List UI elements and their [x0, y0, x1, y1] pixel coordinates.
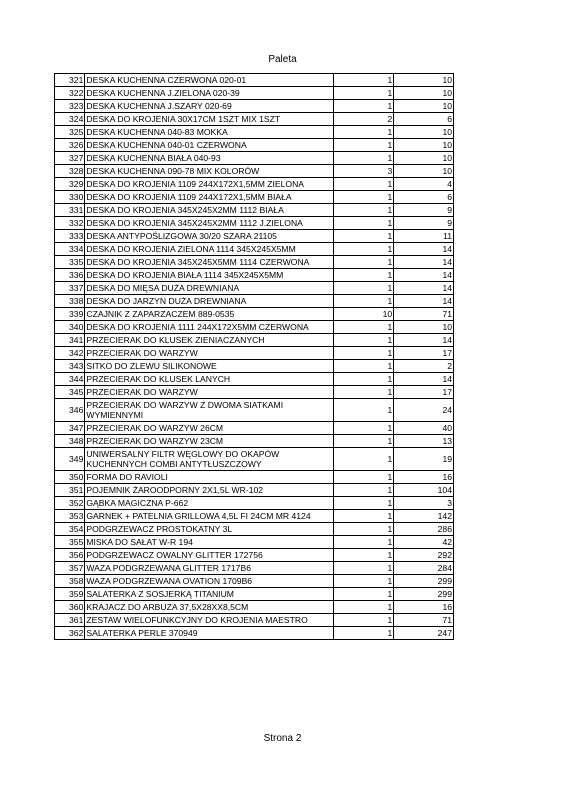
page-title: Paleta — [268, 54, 297, 65]
row-number: 346 — [55, 399, 85, 422]
item-quantity: 1 — [334, 139, 394, 152]
item-quantity: 1 — [334, 269, 394, 282]
table-row — [55, 243, 454, 256]
table-row — [55, 484, 454, 497]
table-row — [55, 256, 454, 269]
table-row — [55, 347, 454, 360]
item-name: DESKA DO KROJENIA 1109 244X172X1,5MM BIAŁA — [85, 191, 334, 204]
table-row — [55, 165, 454, 178]
row-number: 357 — [55, 562, 85, 575]
table-row — [55, 282, 454, 295]
row-number: 339 — [55, 308, 85, 321]
row-number: 360 — [55, 601, 85, 614]
item-price: 10 — [394, 87, 454, 100]
item-name: GĄBKA MAGICZNA P-662 — [85, 497, 334, 510]
item-price: 16 — [394, 601, 454, 614]
items-table — [54, 73, 454, 640]
row-number: 343 — [55, 360, 85, 373]
row-number: 329 — [55, 178, 85, 191]
item-name: PRZECIERAK DO WARZYW — [85, 347, 334, 360]
item-price: 17 — [394, 386, 454, 399]
item-quantity: 1 — [334, 334, 394, 347]
item-quantity: 1 — [334, 74, 394, 87]
item-name: WAZA PODGRZEWANA OVATION 1709B6 — [85, 575, 334, 588]
item-quantity: 3 — [334, 165, 394, 178]
item-name: PRZECIERAK DO WARZYW 26CM — [85, 422, 334, 435]
row-number: 327 — [55, 152, 85, 165]
item-name: PRZECIERAK DO WARZYW Z DWOMA SIATKAMI WYMIENNYMI — [85, 399, 334, 422]
item-name: DESKA KUCHENNA BIAŁA 040-93 — [85, 152, 334, 165]
item-quantity: 1 — [334, 100, 394, 113]
table-row — [55, 334, 454, 347]
row-number: 352 — [55, 497, 85, 510]
item-price: 10 — [394, 152, 454, 165]
item-price: 10 — [394, 126, 454, 139]
table-row — [55, 100, 454, 113]
row-number: 321 — [55, 74, 85, 87]
row-number: 348 — [55, 435, 85, 448]
table-row — [55, 523, 454, 536]
item-price: 292 — [394, 549, 454, 562]
item-quantity: 1 — [334, 256, 394, 269]
item-name: DESKA ANTYPOŚLIZGOWA 30/20 SZARA 21105 — [85, 230, 334, 243]
item-quantity: 2 — [334, 113, 394, 126]
item-quantity: 1 — [334, 549, 394, 562]
row-number: 332 — [55, 217, 85, 230]
item-name: PRZECIERAK DO WARZYW — [85, 386, 334, 399]
items-table-body — [55, 74, 454, 640]
item-price: 14 — [394, 334, 454, 347]
item-quantity: 1 — [334, 484, 394, 497]
item-quantity: 1 — [334, 510, 394, 523]
item-price: 6 — [394, 191, 454, 204]
row-number: 350 — [55, 471, 85, 484]
item-price: 10 — [394, 165, 454, 178]
item-quantity: 1 — [334, 435, 394, 448]
table-row — [55, 269, 454, 282]
item-name: PRZECIERAK DO WARZYW 23CM — [85, 435, 334, 448]
table-row — [55, 471, 454, 484]
item-quantity: 1 — [334, 243, 394, 256]
item-price: 17 — [394, 347, 454, 360]
item-price: 14 — [394, 373, 454, 386]
item-quantity: 1 — [334, 282, 394, 295]
row-number: 341 — [55, 334, 85, 347]
table-row — [55, 386, 454, 399]
table-row — [55, 308, 454, 321]
item-quantity: 1 — [334, 422, 394, 435]
row-number: 333 — [55, 230, 85, 243]
item-name: DESKA KUCHENNA J.SZARY 020-69 — [85, 100, 334, 113]
item-name: DESKA DO MIĘSA DUŻA DREWNIANA — [85, 282, 334, 295]
item-name: DESKA DO KROJENIA 1109 244X172X1,5MM ZIELONA — [85, 178, 334, 191]
table-row — [55, 575, 454, 588]
item-quantity: 1 — [334, 152, 394, 165]
table-row — [55, 562, 454, 575]
row-number: 359 — [55, 588, 85, 601]
table-row — [55, 448, 454, 471]
item-price: 10 — [394, 74, 454, 87]
item-price: 4 — [394, 178, 454, 191]
row-number: 336 — [55, 269, 85, 282]
item-name: PRZECIERAK DO KLUSEK LANYCH — [85, 373, 334, 386]
table-row — [55, 497, 454, 510]
item-quantity: 1 — [334, 562, 394, 575]
row-number: 342 — [55, 347, 85, 360]
item-quantity: 1 — [334, 614, 394, 627]
item-quantity: 1 — [334, 523, 394, 536]
item-quantity: 1 — [334, 601, 394, 614]
item-name: ZESTAW WIELOFUNKCYJNY DO KROJENIA MAESTRO — [85, 614, 334, 627]
item-quantity: 1 — [334, 497, 394, 510]
item-price: 71 — [394, 308, 454, 321]
row-number: 338 — [55, 295, 85, 308]
item-name: PRZECIERAK DO KLUSEK ZIENIACZANYCH — [85, 334, 334, 347]
table-row — [55, 87, 454, 100]
item-name: DESKA DO KROJENIA 1111 244X172X5MM CZERWONA — [85, 321, 334, 334]
item-quantity: 1 — [334, 295, 394, 308]
item-price: 19 — [394, 448, 454, 471]
item-price: 9 — [394, 217, 454, 230]
item-quantity: 1 — [334, 204, 394, 217]
item-name: PODGRZEWACZ PROSTOKATNY 3L — [85, 523, 334, 536]
item-name: SALATERKA Z SOSJERKĄ TITANIUM — [85, 588, 334, 601]
table-row — [55, 549, 454, 562]
table-row — [55, 152, 454, 165]
table-row — [55, 217, 454, 230]
item-quantity: 1 — [334, 230, 394, 243]
row-number: 324 — [55, 113, 85, 126]
item-price: 40 — [394, 422, 454, 435]
table-row — [55, 627, 454, 640]
item-price: 14 — [394, 282, 454, 295]
item-quantity: 1 — [334, 536, 394, 549]
item-price: 11 — [394, 230, 454, 243]
item-name: DESKA KUCHENNA 040-01 CZERWONA — [85, 139, 334, 152]
item-price: 71 — [394, 614, 454, 627]
row-number: 354 — [55, 523, 85, 536]
item-name: DESKA KUCHENNA 090-78 MIX KOLORÓW — [85, 165, 334, 178]
item-price: 10 — [394, 321, 454, 334]
item-name: UNIWERSALNY FILTR WĘGLOWY DO OKAPÓW KUCHENNYCH COMBI ANTYTŁUSZCZOWY — [85, 448, 334, 471]
item-price: 3 — [394, 497, 454, 510]
row-number: 361 — [55, 614, 85, 627]
table-row — [55, 601, 454, 614]
row-number: 353 — [55, 510, 85, 523]
item-quantity: 1 — [334, 471, 394, 484]
item-name: POJEMNIK ŻAROODPORNY 2X1,5L WR-102 — [85, 484, 334, 497]
item-quantity: 1 — [334, 360, 394, 373]
item-name: FORMA DO RAVIOLI — [85, 471, 334, 484]
item-name: DESKA KUCHENNA 040-83 MOKKA — [85, 126, 334, 139]
item-quantity: 1 — [334, 588, 394, 601]
item-price: 2 — [394, 360, 454, 373]
item-price: 10 — [394, 100, 454, 113]
item-quantity: 1 — [334, 87, 394, 100]
item-price: 104 — [394, 484, 454, 497]
item-quantity: 1 — [334, 178, 394, 191]
item-quantity: 1 — [334, 126, 394, 139]
row-number: 344 — [55, 373, 85, 386]
table-row — [55, 126, 454, 139]
table-row — [55, 422, 454, 435]
row-number: 328 — [55, 165, 85, 178]
item-price: 24 — [394, 399, 454, 422]
item-name: CZAJNIK Z ZAPARZACZEM 889-0535 — [85, 308, 334, 321]
item-price: 286 — [394, 523, 454, 536]
item-quantity: 1 — [334, 373, 394, 386]
item-price: 284 — [394, 562, 454, 575]
table-row — [55, 204, 454, 217]
item-quantity: 1 — [334, 575, 394, 588]
item-name: DESKA KUCHENNA CZERWONA 020-01 — [85, 74, 334, 87]
item-price: 14 — [394, 256, 454, 269]
item-name: KRAJACZ DO ARBUZA 37,5X28XX8,5CM — [85, 601, 334, 614]
item-price: 247 — [394, 627, 454, 640]
item-quantity: 1 — [334, 191, 394, 204]
item-name: DESKA DO KROJENIA 345X245X5MM 1114 CZERWONA — [85, 256, 334, 269]
row-number: 334 — [55, 243, 85, 256]
table-row — [55, 295, 454, 308]
row-number: 322 — [55, 87, 85, 100]
item-quantity: 1 — [334, 321, 394, 334]
table-row — [55, 588, 454, 601]
item-name: PODGRZEWACZ OWALNY GLITTER 172756 — [85, 549, 334, 562]
table-row — [55, 399, 454, 422]
item-quantity: 1 — [334, 627, 394, 640]
item-name: DESKA KUCHENNA J.ZIELONA 020-39 — [85, 87, 334, 100]
row-number: 358 — [55, 575, 85, 588]
item-price: 14 — [394, 269, 454, 282]
row-number: 331 — [55, 204, 85, 217]
row-number: 337 — [55, 282, 85, 295]
item-quantity: 1 — [334, 347, 394, 360]
item-price: 14 — [394, 295, 454, 308]
item-name: MISKA DO SAŁAT W-R 194 — [85, 536, 334, 549]
table-row — [55, 360, 454, 373]
item-quantity: 1 — [334, 217, 394, 230]
table-row — [55, 614, 454, 627]
item-price: 14 — [394, 243, 454, 256]
item-quantity: 1 — [334, 399, 394, 422]
row-number: 345 — [55, 386, 85, 399]
row-number: 351 — [55, 484, 85, 497]
item-name: SALATERKA PERLE 370949 — [85, 627, 334, 640]
table-row — [55, 191, 454, 204]
item-price: 142 — [394, 510, 454, 523]
table-row — [55, 139, 454, 152]
item-name: GARNEK + PATELNIA GRILLOWA 4,5L FI 24CM MR 4124 — [85, 510, 334, 523]
table-row — [55, 321, 454, 334]
row-number: 330 — [55, 191, 85, 204]
row-number: 362 — [55, 627, 85, 640]
row-number: 340 — [55, 321, 85, 334]
table-row — [55, 373, 454, 386]
item-name: DESKA DO JARZYN DUŻA DREWNIANA — [85, 295, 334, 308]
table-row — [55, 74, 454, 87]
table-row — [55, 230, 454, 243]
item-price: 10 — [394, 139, 454, 152]
item-name: DESKA DO KROJENIA 345X245X2MM 1112 BIAŁA — [85, 204, 334, 217]
item-name: WAZA PODGRZEWANA GLITTER 1717B6 — [85, 562, 334, 575]
item-price: 42 — [394, 536, 454, 549]
item-name: DESKA DO KROJENIA BIAŁA 1114 345X245X5MM — [85, 269, 334, 282]
row-number: 349 — [55, 448, 85, 471]
item-price: 13 — [394, 435, 454, 448]
row-number: 326 — [55, 139, 85, 152]
table-row — [55, 113, 454, 126]
row-number: 355 — [55, 536, 85, 549]
page-number: Strona 2 — [263, 733, 302, 744]
item-name: SITKO DO ZLEWU SILIKONOWE — [85, 360, 334, 373]
row-number: 325 — [55, 126, 85, 139]
item-price: 299 — [394, 588, 454, 601]
row-number: 323 — [55, 100, 85, 113]
item-price: 16 — [394, 471, 454, 484]
item-name: DESKA DO KROJENIA ZIELONA 1114 345X245X5MM — [85, 243, 334, 256]
table-row — [55, 435, 454, 448]
row-number: 347 — [55, 422, 85, 435]
item-quantity: 1 — [334, 448, 394, 471]
item-price: 6 — [394, 113, 454, 126]
table-row — [55, 536, 454, 549]
table-row — [55, 510, 454, 523]
row-number: 335 — [55, 256, 85, 269]
item-name: DESKA DO KROJENIA 30X17CM 1SZT MIX 1SZT — [85, 113, 334, 126]
item-price: 299 — [394, 575, 454, 588]
item-name: DESKA DO KROJENIA 345X245X2MM 1112 J.ZIELONA — [85, 217, 334, 230]
item-quantity: 10 — [334, 308, 394, 321]
item-price: 9 — [394, 204, 454, 217]
row-number: 356 — [55, 549, 85, 562]
table-row — [55, 178, 454, 191]
item-quantity: 1 — [334, 386, 394, 399]
